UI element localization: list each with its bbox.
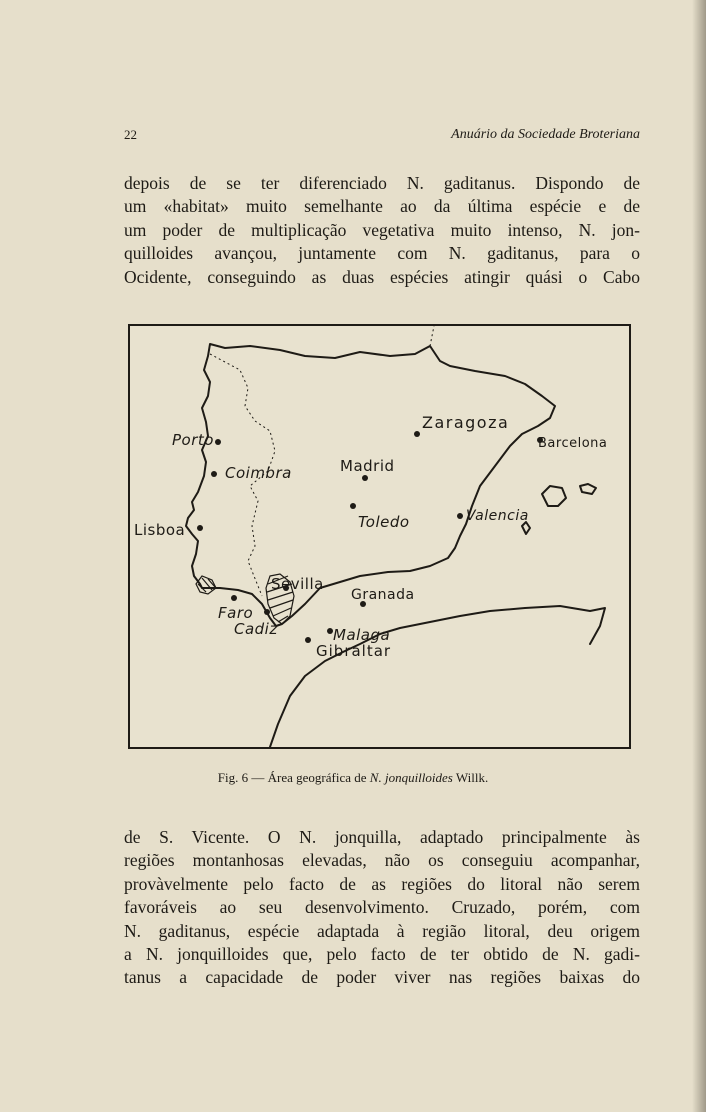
text-line: tanus a capacidade de poder viver nas regiões baixas do bbox=[124, 967, 640, 988]
label-madrid: Madrid bbox=[340, 457, 395, 475]
gibraltar-dot bbox=[305, 637, 311, 643]
text-line: regiões montanhosas elevadas, não os conseguiu acompanhar, bbox=[124, 850, 640, 871]
iberia-map-drawing bbox=[130, 326, 629, 747]
label-porto: Porto bbox=[172, 431, 214, 449]
paragraph-bottom bbox=[124, 826, 640, 990]
label-malaga: Malaga bbox=[333, 626, 391, 644]
page-edge-shadow bbox=[692, 0, 706, 1112]
journal-title: Anuário da Sociedade Broteriana bbox=[451, 127, 640, 142]
text-line: depois de se ter diferenciado N. gaditanus. Dispondo de bbox=[124, 173, 640, 193]
label-zaragoza: Zaragoza bbox=[422, 413, 510, 432]
text-line: um «habitat» muito semelhante ao da última espécie e de bbox=[124, 196, 640, 217]
label-barcelona: Barcelona bbox=[538, 436, 608, 451]
lisboa-dot bbox=[197, 525, 203, 531]
label-cadiz: Cadiz bbox=[234, 620, 278, 638]
caption-author: Willk. bbox=[455, 770, 489, 785]
label-granada: Granada bbox=[351, 587, 415, 603]
paragraph-top bbox=[124, 172, 640, 289]
text-line: de S. Vicente. O N. jonquilla, adaptado principalmente às bbox=[124, 827, 640, 847]
faro-dot bbox=[231, 595, 237, 601]
text-line: N. gaditanus, espécie adaptada à região litoral, deu origem bbox=[124, 920, 640, 941]
menorca-island bbox=[580, 484, 596, 494]
caption-species: N. jonquilloides bbox=[369, 770, 453, 785]
cadiz-dot bbox=[264, 609, 270, 615]
label-gibraltar: Gibraltar bbox=[316, 642, 392, 660]
label-sevilla: Sevilla bbox=[271, 575, 324, 593]
mallorca-island bbox=[542, 486, 566, 506]
label-coimbra: Coimbra bbox=[225, 464, 292, 482]
page-number: 22 bbox=[124, 127, 137, 142]
peninsula-coastline bbox=[186, 344, 555, 626]
zaragoza-dot bbox=[414, 431, 420, 437]
text-line: quilloides avançou, juntamente com N. gaditanus, para o bbox=[124, 243, 640, 264]
text-line: a N. jonquilloides que, pelo facto de ter obtido de N. gadi- bbox=[124, 943, 640, 964]
text-line: Ocidente, conseguindo as duas espécies atingir quási o Cabo bbox=[124, 266, 640, 287]
label-faro: Faro bbox=[218, 604, 254, 622]
africa-coastline bbox=[270, 606, 605, 747]
map-figure bbox=[128, 324, 631, 749]
text-line: favoráveis ao seu desenvolvimento. Cruzado, porém, com bbox=[124, 897, 640, 918]
valencia-dot bbox=[457, 513, 463, 519]
porto-dot bbox=[215, 439, 221, 445]
text-line: um poder de multiplicação vegetativa muito intenso, N. jon- bbox=[124, 219, 640, 240]
madrid-dot bbox=[362, 475, 368, 481]
running-header bbox=[124, 127, 640, 147]
label-lisboa: Lisboa bbox=[134, 521, 186, 539]
toledo-dot bbox=[350, 503, 356, 509]
text-line: provàvelmente pelo facto de as regiões do litoral não serem bbox=[124, 873, 640, 894]
label-valencia: Valencia bbox=[466, 508, 529, 524]
caption-prefix: Fig. 6 — Área geográfica de bbox=[217, 770, 367, 785]
figure-caption bbox=[0, 770, 706, 786]
label-toledo: Toledo bbox=[358, 513, 410, 531]
coimbra-dot bbox=[211, 471, 217, 477]
france-border bbox=[430, 326, 434, 346]
